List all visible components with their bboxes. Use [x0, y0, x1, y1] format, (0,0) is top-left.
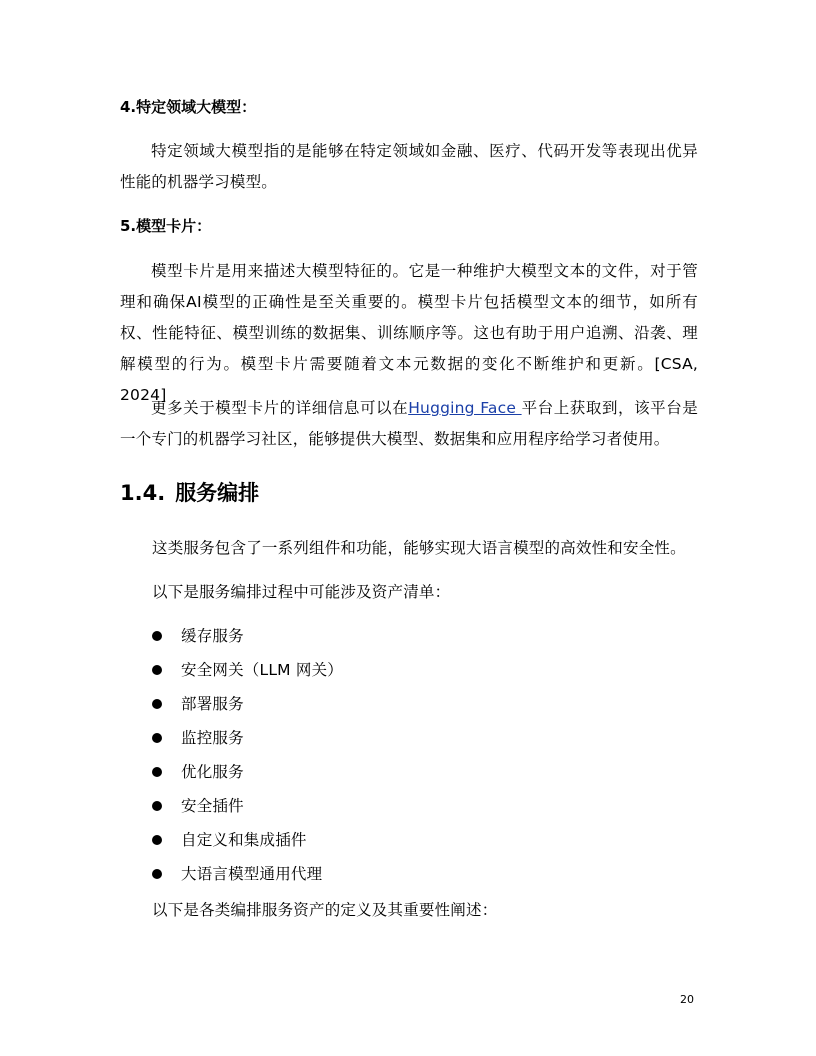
bullet-icon [152, 665, 162, 675]
list-item [0, 724, 816, 758]
list-item-label: 安全网关（LLM 网关） [181, 661, 343, 679]
list-item-label: 安全插件 [181, 797, 244, 815]
list-item [0, 860, 816, 894]
paragraph-model-card: 模型卡片是用来描述大模型特征的。它是一种维护大模型文本的文件，对于管理和确保AI模型的正确性是至关重要的。模型卡片包括模型文本的细节，如所有权、性能特征、模型训练的数据集、训练顺序等。这也有助于用户追溯、沿袭、理解模型的行为。模型卡片需要随着文本元数据的变化不断维护和更新。[CSA, 2024] [120, 262, 698, 404]
page-number: 20 [680, 993, 694, 1006]
list-item [0, 826, 816, 860]
paragraph-hugging-face [120, 393, 698, 455]
section-heading-model-card: 5.模型卡片： [120, 217, 212, 235]
bullet-icon [152, 835, 162, 845]
list-item [0, 622, 816, 656]
intro-text: 这类服务包含了一系列组件和功能，能够实现大语言模型的高效性和安全性。 [152, 539, 686, 557]
list-item-label: 大语言模型通用代理 [181, 865, 323, 883]
paragraph-hugging-face-text-after: 平台上获取到，该平台是一个专门的机器学习社区，能够提供大模型、数据集和应用程序给学习者使用。 [120, 399, 699, 448]
list-item [0, 758, 816, 792]
list-item-label: 监控服务 [181, 729, 244, 747]
bullet-icon [152, 767, 162, 777]
bullet-icon [152, 699, 162, 709]
list-item-label: 部署服务 [181, 695, 244, 713]
list-item [0, 690, 816, 724]
list-item-label: 缓存服务 [181, 627, 244, 645]
section-heading-domain-specific-model: 4.特定领域大模型： [120, 98, 257, 116]
list-item-label: 优化服务 [181, 763, 244, 781]
section-heading-service-orchestration [120, 477, 259, 509]
section-number: 1.4. [120, 481, 166, 505]
bullet-icon [152, 733, 162, 743]
list-item [0, 792, 816, 826]
bullet-icon [152, 869, 162, 879]
bullet-icon [152, 631, 162, 641]
paragraph-hugging-face-text-before: 更多关于模型卡片的详细信息可以在 [151, 399, 409, 417]
asset-list [0, 622, 816, 894]
list-intro-text: 以下是服务编排过程中可能涉及资产清单： [152, 583, 451, 601]
bullet-icon [152, 801, 162, 811]
outro-text: 以下是各类编排服务资产的定义及其重要性阐述： [152, 901, 498, 919]
list-item-label: 自定义和集成插件 [181, 831, 307, 849]
list-item [0, 656, 816, 690]
section-title: 服务编排 [175, 481, 260, 505]
hugging-face-link[interactable]: Hugging Face [408, 399, 522, 417]
paragraph-domain-specific-model: 特定领域大模型指的是能够在特定领域如金融、医疗、代码开发等表现出优异性能的机器学习模型。 [120, 142, 698, 191]
